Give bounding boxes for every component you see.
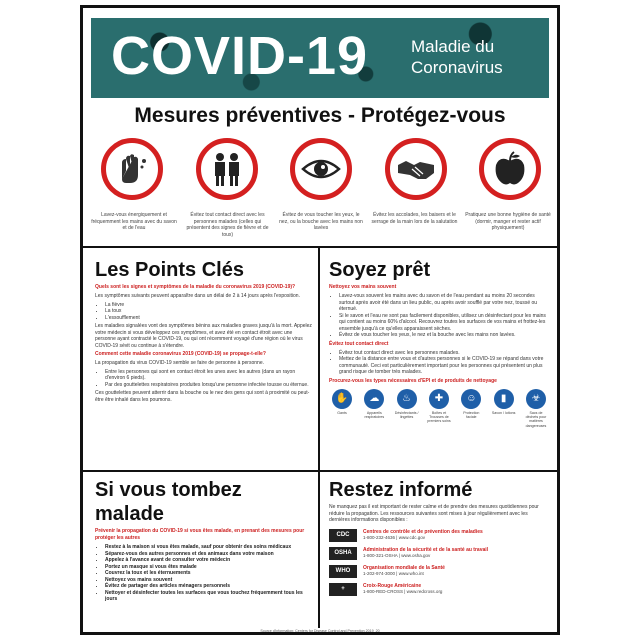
ppe-item-first-aid <box>426 389 452 429</box>
key-points-para-3: La propagation du virus COVID-19 semble se faire de personne à personne. <box>95 360 264 366</box>
informed-para: Ne manquez pas il est important de rester calme et de prendre des mesures quotidiennes pour réduire la propagation. Les ressources suivantes sont mises à jour régulièrement avec les dernières informations disponibles : <box>329 504 539 523</box>
list-item: • Évitez de partager des articles ménagers personnels <box>105 583 313 590</box>
caption-distance: Évitez tout contact direct avec les personnes malades (celles qui présentent des signes de fièvre et de toux) <box>186 212 269 238</box>
eye-icon <box>290 138 352 200</box>
prepared-section <box>329 258 549 428</box>
poster-subtitle <box>411 36 503 78</box>
disinfectant-icon: ♨ <box>397 389 417 409</box>
key-points-para-2: Les maladies signalées vont des symptômes bénins aux maladies graves jusqu'à la mort. Appelez votre médecin si vous développez ces symptômes, et avez été en contact étroit avec une personne ayant contracté le COVID-19, ou qui ont récemment voyagé d'une région où le virus COVID-19 sévit ou continue à s'étendre. <box>95 323 312 349</box>
preventive-icons <box>101 138 541 206</box>
divider-vertical <box>318 248 320 628</box>
org-red-cross <box>329 583 549 596</box>
list-item: • Nettoyer et désinfecter toutes les surfaces que vous touchez fréquemment tous les jours <box>105 590 313 603</box>
symptom-list <box>95 302 313 322</box>
list-item: • Restez à la maison si vous êtes malade, sauf pour obtenir des soins médicaux <box>105 544 313 551</box>
ppe-label: Sacs de déchets pour matières dangereuses <box>525 410 547 428</box>
respirator-icon: ☁ <box>364 389 384 409</box>
hands-list <box>329 293 549 339</box>
ppe-item-face-shield <box>458 389 484 429</box>
list-item: • Séparez-vous des autres personnes et des animaux dans votre maison <box>105 551 313 558</box>
list-item: • Appelez à l'avance avant de consulter votre médecin <box>105 557 313 564</box>
header-banner <box>91 18 549 98</box>
divider-top <box>83 246 557 248</box>
poster <box>80 5 560 635</box>
osha-logo: OSHA <box>329 547 357 560</box>
list-item: • Entre les personnes qui sont en contact étroit les unes avec les autres (dans un rayon d'environ 6 pieds). <box>105 369 313 382</box>
face-shield-icon: ☺ <box>461 389 481 409</box>
prepared-title: Soyez prêt <box>329 259 431 281</box>
ppe-label: Désinfectants / lingettes <box>394 410 419 419</box>
caption-eyes: Évitez de vous toucher les yeux, le nez, ou la bouche avec les mains non lavées <box>279 212 363 231</box>
key-points-para-1: Les symptômes suivants peuvent apparaître dans un délai de 2 à 14 jours après l'exposition. <box>95 293 300 299</box>
people-distance-icon <box>196 138 258 200</box>
sick-intro: Prévenir la propagation du COVID-19 si vous êtes malade, en prenant des mesures pour protéger les autres <box>95 528 305 541</box>
footer-source: Source d'information: Centers for Disease Control and Prevention 2019_20 <box>260 629 380 633</box>
org-cdc <box>329 529 549 542</box>
sick-section <box>95 478 313 605</box>
hand-washing-icon <box>101 138 163 200</box>
ppe-item-waste <box>523 389 549 429</box>
org-osha <box>329 547 549 560</box>
list-item: • Évitez de vous toucher les yeux, le nez et la bouche avec les mains non lavées. <box>339 332 549 339</box>
key-points-para-4: Ces gouttelettes peuvent atterrir dans la bouche ou le nez des gens qui sont à proximité ou peut-être être inhalé dans les poumons. <box>95 390 310 403</box>
ppe-label: Boîtes et Trousses de premiers soins <box>427 410 451 424</box>
list-item: • Évitez tout contact direct avec les personnes malades. <box>339 350 549 357</box>
cdc-logo: CDC <box>329 529 357 542</box>
org-info: 1-800-321-OSHA | www.osha.gov <box>363 552 431 558</box>
org-name: Organisation mondiale de la Santé <box>363 564 445 571</box>
key-points-title: Les Points Clés <box>95 259 244 281</box>
gloves-icon: ✋ <box>332 389 352 409</box>
informed-section <box>329 478 549 596</box>
key-points-question-1: Quels sont les signes et symptômes de la maladie du coronavirus 2019 (COVID-19)? <box>95 284 296 290</box>
org-info: 1-800-232-4636 | www.cdc.gov <box>363 534 425 540</box>
sick-steps-list <box>95 544 313 603</box>
ppe-label: Gants <box>337 410 347 415</box>
list-item: • La toux <box>105 308 313 315</box>
list-item: • Nettoyez vos mains souvent <box>105 577 313 584</box>
ppe-item-disinfectant <box>394 389 420 429</box>
org-name: Administration de la sécurité et de la santé au travail <box>363 546 489 553</box>
list-item: • Par des gouttelettes respiratoires produites lorsqu'une personne infectée tousse ou éternue. <box>105 382 313 389</box>
contact-list <box>329 350 549 376</box>
who-logo: WHO <box>329 565 357 578</box>
key-points-section <box>95 258 313 405</box>
org-info: 1-800-RED-CROSS | www.redcross.org <box>363 588 443 594</box>
caption-hygiene: Pratiquez une bonne hygiène de santé (dormir, manger et rester actif physiquement) <box>465 212 551 231</box>
spread-list <box>95 369 313 389</box>
ppe-label: Savon / lotions <box>491 410 516 415</box>
subtitle-line-2: Coronavirus <box>411 58 503 77</box>
org-name: Centres de contrôle et de prévention des maladies <box>363 528 483 535</box>
org-who <box>329 565 549 578</box>
prepared-heading-contact: Évitez tout contact direct <box>329 340 389 347</box>
preventive-title: Mesures préventives - Protégez-vous <box>134 104 506 127</box>
ppe-icons <box>329 389 549 429</box>
list-item: • Couvrez la toux et les éternuements <box>105 570 313 577</box>
ppe-label: Appareils respiratoires <box>364 410 385 419</box>
informed-title: Restez informé <box>329 479 473 501</box>
apple-icon <box>479 138 541 200</box>
list-item: • Portez un masque si vous êtes malade <box>105 564 313 571</box>
org-info: 1-202-974-3000 | www.who.int <box>363 570 424 576</box>
ppe-item-gloves <box>329 389 355 429</box>
red-cross-logo: + <box>329 583 357 596</box>
preventive-captions <box>91 212 551 238</box>
ppe-label: Protection faciale <box>463 410 480 419</box>
prepared-heading-ppe: Procurez-vous les types nécessaires d'EPI et de produits de nettoyage <box>329 377 497 384</box>
poster-title: COVID-19 <box>111 26 369 86</box>
caption-hand-washing: Lavez-vous énergiquement et fréquemment les mains avec du savon et de l'eau <box>91 212 177 231</box>
subtitle-line-1: Maladie du <box>411 37 495 56</box>
list-item: • Si le savon et l'eau ne sont pas facilement disponibles, utilisez un désinfectant pour les mains qui contient au moins 60% d'alcool. Recouvrez toutes les surfaces de vos mains et frottez-les ensemble jusqu'à ce qu'elles apparaissent sèches. <box>339 313 549 333</box>
ppe-item-soap <box>491 389 517 429</box>
ppe-item-respirator <box>361 389 387 429</box>
divider-left <box>83 470 318 472</box>
list-item: • Mettez de la distance entre vous et d'autres personnes si le COVID-19 se répand dans votre communauté. Ceci est particulièrement important pour les personnes qui présentent un plus grand risque de tomber très malades. <box>339 356 549 376</box>
key-points-question-2: Comment cette maladie coronavirus 2019 (COVID-19) se propage-t-elle? <box>95 351 266 357</box>
first-aid-icon: ✚ <box>429 389 449 409</box>
handshake-icon <box>385 138 447 200</box>
list-item: • La fièvre <box>105 302 313 309</box>
list-item: • L'essoufflement <box>105 315 313 322</box>
divider-right <box>320 470 557 472</box>
prepared-heading-hands: Nettoyez vos mains souvent <box>329 284 397 290</box>
waste-icon: ☣ <box>526 389 546 409</box>
org-name: Croix-Rouge Américaine <box>363 582 422 589</box>
list-item: • Lavez-vous souvent les mains avec du savon et de l'eau pendant au moins 20 secondes surtout après avoir été dans un lieu public, ou après avoir soufflé par votre nez, toussé ou éternué. <box>339 293 549 313</box>
soap-icon: ▮ <box>494 389 514 409</box>
caption-handshake: Évitez les accolades, les baisers et le serrage de la main lors de la salutation <box>371 212 458 225</box>
sick-title: Si vous tombez malade <box>95 479 242 525</box>
